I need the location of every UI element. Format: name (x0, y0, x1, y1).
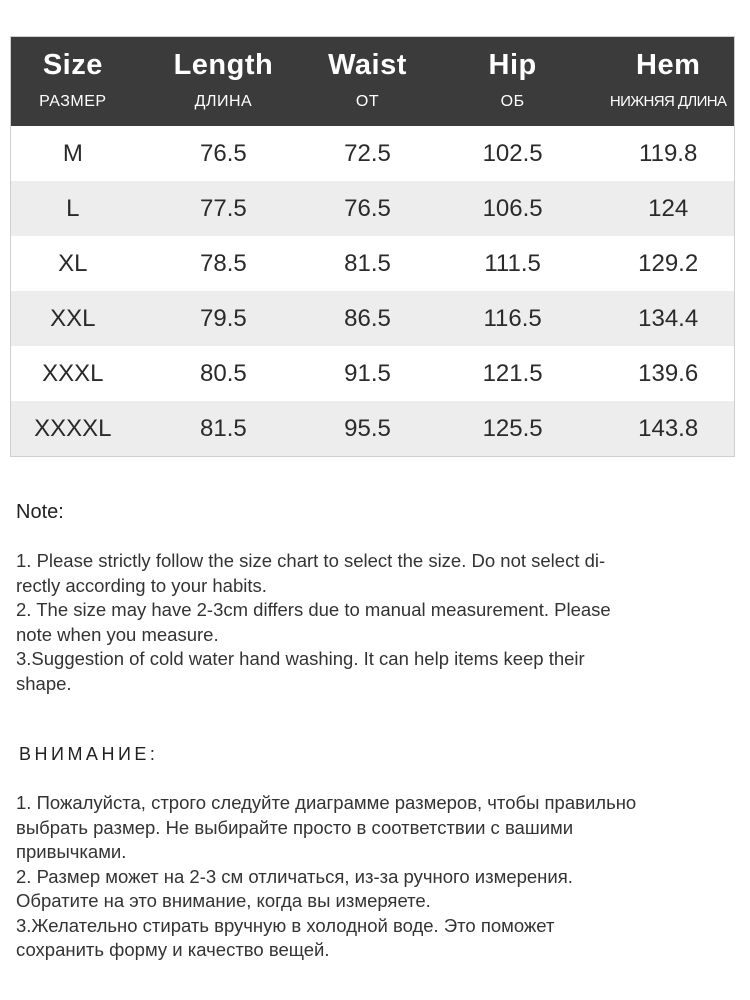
cell-size: XL (58, 249, 88, 277)
cell-hem: 124 (648, 194, 689, 222)
cell-hip: 121.5 (482, 359, 543, 387)
header-label-en: Hip (488, 49, 537, 81)
table-row (11, 401, 734, 456)
note-title-ru: ВНИМАНИЕ: (19, 744, 159, 764)
cell-waist: 72.5 (344, 139, 391, 167)
cell-waist: 91.5 (344, 359, 391, 387)
header-hip (423, 37, 603, 126)
table-row (11, 346, 734, 401)
note-line: Обратите на это внимание, когда вы измеряете. (16, 890, 431, 911)
table-row (11, 126, 734, 181)
header-label-en: Hem (636, 49, 701, 81)
cell-length: 81.5 (200, 414, 247, 442)
header-waist (312, 37, 423, 126)
cell-waist: 76.5 (344, 194, 391, 222)
cell-hem: 143.8 (638, 414, 699, 442)
table-row (11, 236, 734, 291)
cell-length: 77.5 (200, 194, 247, 222)
header-label-ru: НИЖНЯЯ ДЛИНА (609, 93, 727, 110)
note-body-ru (16, 791, 736, 963)
note-title-en: Note: (16, 501, 64, 523)
cell-length: 76.5 (200, 139, 247, 167)
note-line: rectly according to your habits. (16, 574, 267, 596)
table-row (11, 291, 734, 346)
table-row (11, 181, 734, 236)
note-line: 3.Желательно стирать вручную в холодной воде. Это поможет (16, 914, 555, 936)
header-length (135, 37, 313, 126)
cell-hem: 139.6 (638, 359, 699, 387)
note-body-en (16, 549, 736, 696)
table-header (11, 37, 734, 126)
header-label-ru: ОБ (500, 93, 525, 110)
cell-hip: 116.5 (483, 304, 542, 332)
size-chart-table (10, 36, 735, 457)
note-line: выбрать размер. Не выбирайте просто в соответствии с вашими (16, 816, 574, 838)
cell-hip: 111.5 (484, 249, 541, 277)
cell-length: 78.5 (200, 249, 247, 277)
header-label-ru: ДЛИНА (194, 93, 253, 110)
header-hem (602, 37, 734, 126)
note-line: note when you measure. (16, 623, 219, 645)
header-label-ru: РАЗМЕР (39, 93, 107, 110)
cell-length: 80.5 (200, 359, 247, 387)
cell-hem: 134.4 (638, 304, 699, 332)
cell-waist: 95.5 (344, 414, 391, 442)
header-label-en: Size (42, 49, 103, 81)
header-label-ru: ОТ (355, 93, 380, 110)
cell-size: L (66, 194, 80, 222)
cell-hem: 119.8 (639, 139, 698, 167)
cell-hip: 102.5 (482, 139, 543, 167)
note-line: 1. Please strictly follow the size chart to select the size. Do not select di- (16, 550, 606, 571)
note-line: 2. The size may have 2-3cm differs due to manual measurement. Please (16, 599, 611, 620)
cell-size: XXXL (42, 359, 104, 387)
header-size (11, 37, 135, 126)
note-line: 2. Размер может на 2-3 см отличаться, из-за ручного измерения. (16, 865, 573, 887)
header-label-en: Length (173, 49, 274, 81)
cell-hem: 129.2 (638, 249, 699, 277)
cell-hip: 125.5 (482, 414, 543, 442)
note-line: shape. (16, 672, 72, 694)
cell-size: XXXXL (34, 414, 112, 442)
cell-hip: 106.5 (482, 194, 543, 222)
cell-size: XXL (50, 304, 96, 332)
cell-length: 79.5 (200, 304, 247, 332)
header-label-en: Waist (328, 49, 407, 81)
cell-waist: 81.5 (344, 249, 391, 277)
cell-waist: 86.5 (344, 304, 391, 332)
cell-size: M (62, 139, 83, 167)
note-line: 3.Suggestion of cold water hand washing. It can help items keep their (16, 648, 585, 669)
note-line: сохранить форму и качество вещей. (16, 939, 330, 960)
note-line: 1. Пожалуйста, строго следуйте диаграмме размеров, чтобы правильно (16, 792, 637, 813)
note-line: привычками. (16, 841, 127, 862)
